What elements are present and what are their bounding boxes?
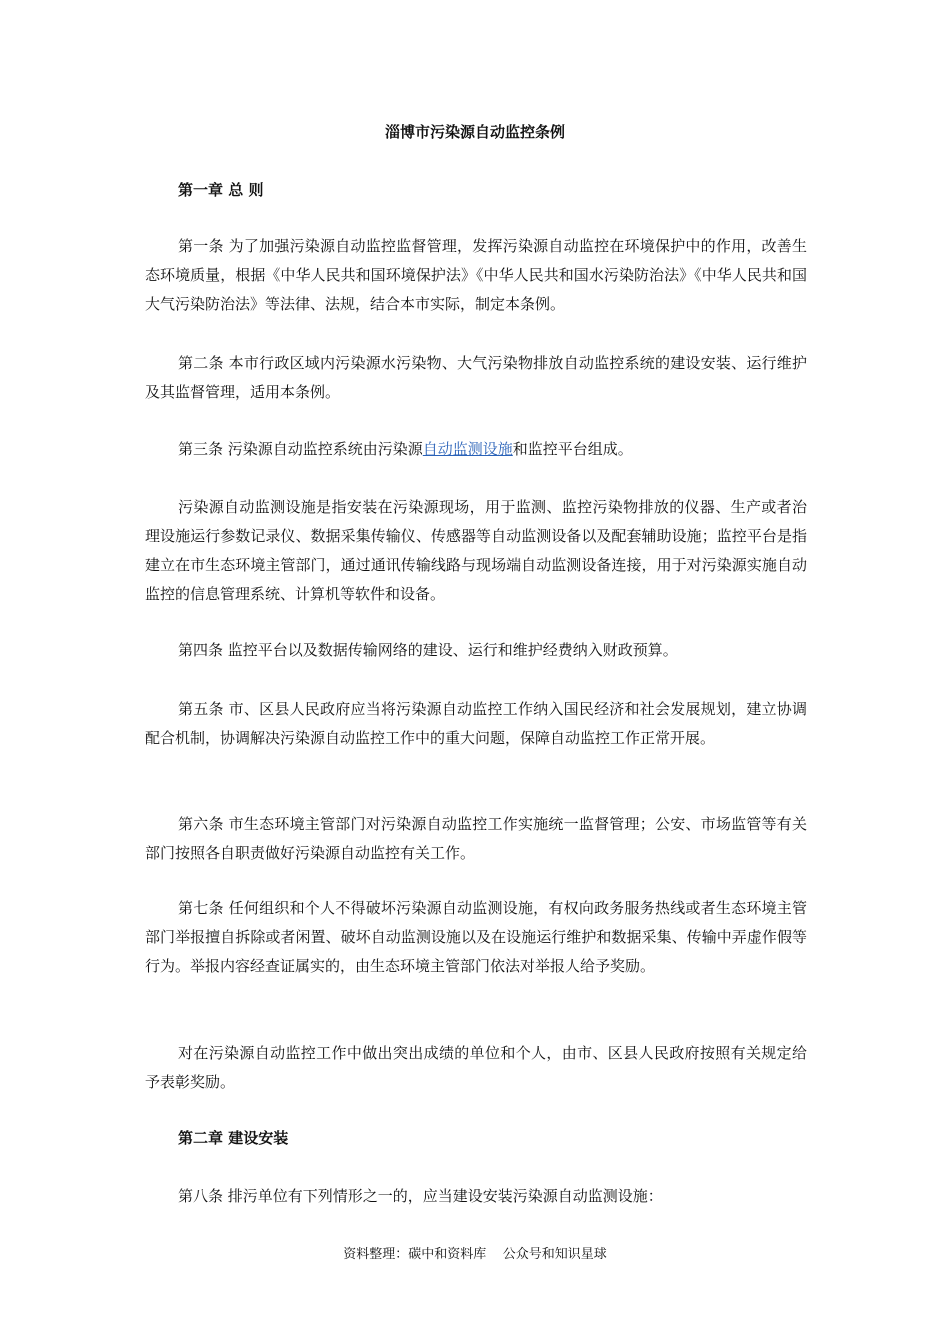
article-6: 第六条 市生态环境主管部门对污染源自动监控工作实施统一监督管理；公安、市场监管等有关部门按照各自职责做好污染源自动监控有关工作。 bbox=[145, 815, 807, 862]
article-8: 第八条 排污单位有下列情形之一的，应当建设安装污染源自动监测设施： bbox=[178, 1187, 663, 1205]
article-5: 第五条 市、区县人民政府应当将污染源自动监控工作纳入国民经济和社会发展规划，建立协调配合机制，协调解决污染源自动监控工作中的重大问题，保障自动监控工作正常开展。 bbox=[145, 700, 807, 747]
automatic-monitoring-facilities-link[interactable]: 自动监测设施 bbox=[422, 440, 513, 458]
article-3-text-start: 第三条 污染源自动监控系统由污染源 bbox=[178, 440, 423, 458]
document-title: 淄博市污染源自动监控条例 bbox=[384, 123, 565, 141]
article-3 bbox=[145, 435, 807, 464]
article-7: 第七条 任何组织和个人不得破坏污染源自动监测设施，有权向政务服务热线或者生态环境主管部门举报擅自拆除或者闲置、破坏自动监测设施以及在设施运行维护和数据采集、传输中弄虚作假等行为。举报内容经查证属实的，由生态环境主管部门依法对举报人给予奖励。 bbox=[145, 899, 807, 975]
article-2: 第二条 本市行政区域内污染源水污染物、大气污染物排放自动监控系统的建设安装、运行维护及其监督管理，适用本条例。 bbox=[145, 354, 807, 401]
article-3-text-end: 和监控平台组成。 bbox=[512, 440, 633, 458]
page-footer: 资料整理：碳中和资料库 公众号和知识星球 bbox=[343, 1247, 607, 1262]
article-3-paragraph-2: 污染源自动监测设施是指安装在污染源现场，用于监测、监控污染物排放的仪器、生产或者治理设施运行参数记录仪、数据采集传输仪、传感器等自动监测设备以及配套辅助设施；监控平台是指建立在市生态环境主管部门，通过通讯传输线路与现场端自动监测设备连接，用于对污染源实施自动监控的信息管理系统、计算机等软件和设备。 bbox=[145, 498, 807, 603]
article-1: 第一条 为了加强污染源自动监控监督管理，发挥污染源自动监控在环境保护中的作用，改善生态环境质量，根据《中华人民共和国环境保护法》《中华人民共和国水污染防治法》《中华人民共和国大气污染防治法》等法律、法规，结合本市实际，制定本条例。 bbox=[145, 237, 807, 313]
chapter-2-heading: 第二章 建设安装 bbox=[178, 1129, 289, 1147]
article-7-paragraph-2: 对在污染源自动监控工作中做出突出成绩的单位和个人，由市、区县人民政府按照有关规定给予表彰奖励。 bbox=[145, 1044, 807, 1091]
article-4: 第四条 监控平台以及数据传输网络的建设、运行和维护经费纳入财政预算。 bbox=[178, 641, 678, 659]
chapter-1-heading: 第一章 总 则 bbox=[178, 181, 264, 199]
